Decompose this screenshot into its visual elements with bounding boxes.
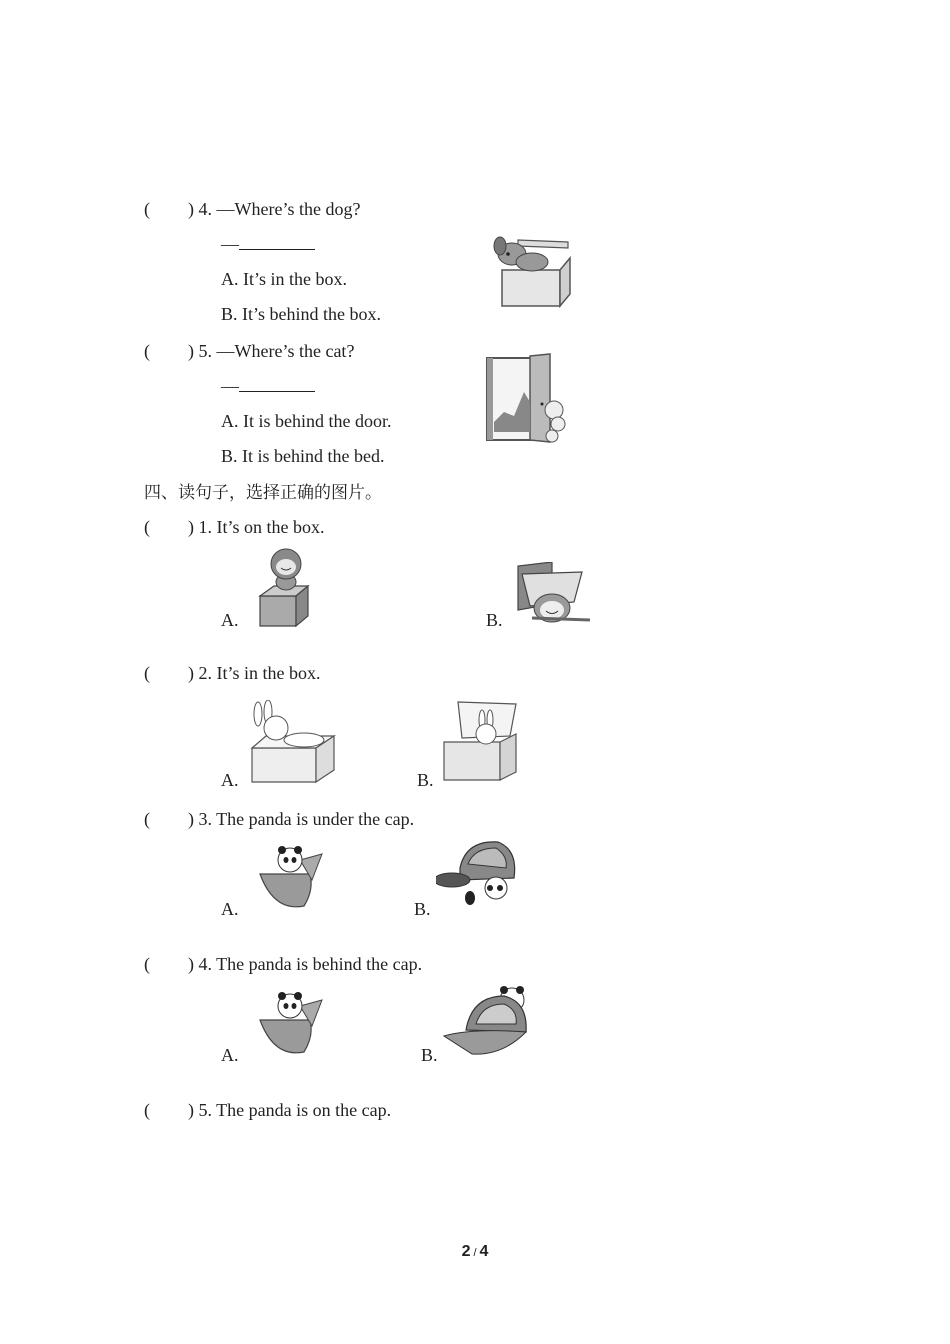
option-b: B. It’s behind the box. [221,304,381,324]
dash: — [221,234,239,254]
question-text [188,340,354,362]
option-a-label: A. [221,899,239,919]
panda-in-cap-icon [254,986,326,1058]
answer-paren-open: ( [144,1100,150,1120]
question-number: ) 4. [188,199,217,219]
answer-paren-open: ( [144,517,150,537]
current-page: 2 [461,1243,471,1260]
answer-paren-open: ( [144,341,150,361]
monkey-on-box-icon [254,546,314,628]
option-b-label: B. [414,899,431,919]
answer-paren-open: ( [144,809,150,829]
panda-under-cap-icon [436,838,520,912]
question-prompt: —Where’s the cat? [216,341,355,361]
page-number [0,1243,950,1261]
option-b-label: B. [421,1045,438,1065]
question-text: ) 2. It’s in the box. [188,663,321,683]
option-a-label: A. [221,1045,239,1065]
question-prompt: —Where’s the dog? [216,199,361,219]
dash: — [221,376,239,396]
rabbit-on-box-icon [246,700,340,784]
page-separator: / [473,1247,477,1259]
answer-paren-open: ( [144,954,150,974]
option-a-label: A. [221,770,239,790]
rabbit-in-box-icon [440,700,522,784]
option-a: A. It’s in the box. [221,269,347,289]
answer-blank-line [221,233,315,255]
option-a-label: A. [221,610,239,630]
answer-paren-open: ( [144,663,150,683]
section-heading: 四、读句子，选择正确的图片。 [144,483,382,503]
question-text: ) 5. The panda is on the cap. [188,1100,392,1120]
question-text [188,198,360,220]
cat-behind-door-icon [484,352,574,444]
question-number: ) 5. [188,341,217,361]
panda-in-cap-icon [254,840,326,912]
option-b-label: B. [417,770,434,790]
monkey-under-box-icon [512,562,598,624]
dog-in-box-icon [488,232,578,310]
answer-paren-open: ( [144,199,150,219]
option-a: A. It is behind the door. [221,411,392,431]
question-text: ) 3. The panda is under the cap. [188,809,415,829]
total-pages: 4 [479,1243,489,1260]
question-text: ) 4. The panda is behind the cap. [188,954,423,974]
option-b-label: B. [486,610,503,630]
option-b: B. It is behind the bed. [221,446,385,466]
panda-behind-cap-icon [442,984,536,1058]
answer-blank-line [221,375,315,397]
question-text: ) 1. It’s on the box. [188,517,325,537]
